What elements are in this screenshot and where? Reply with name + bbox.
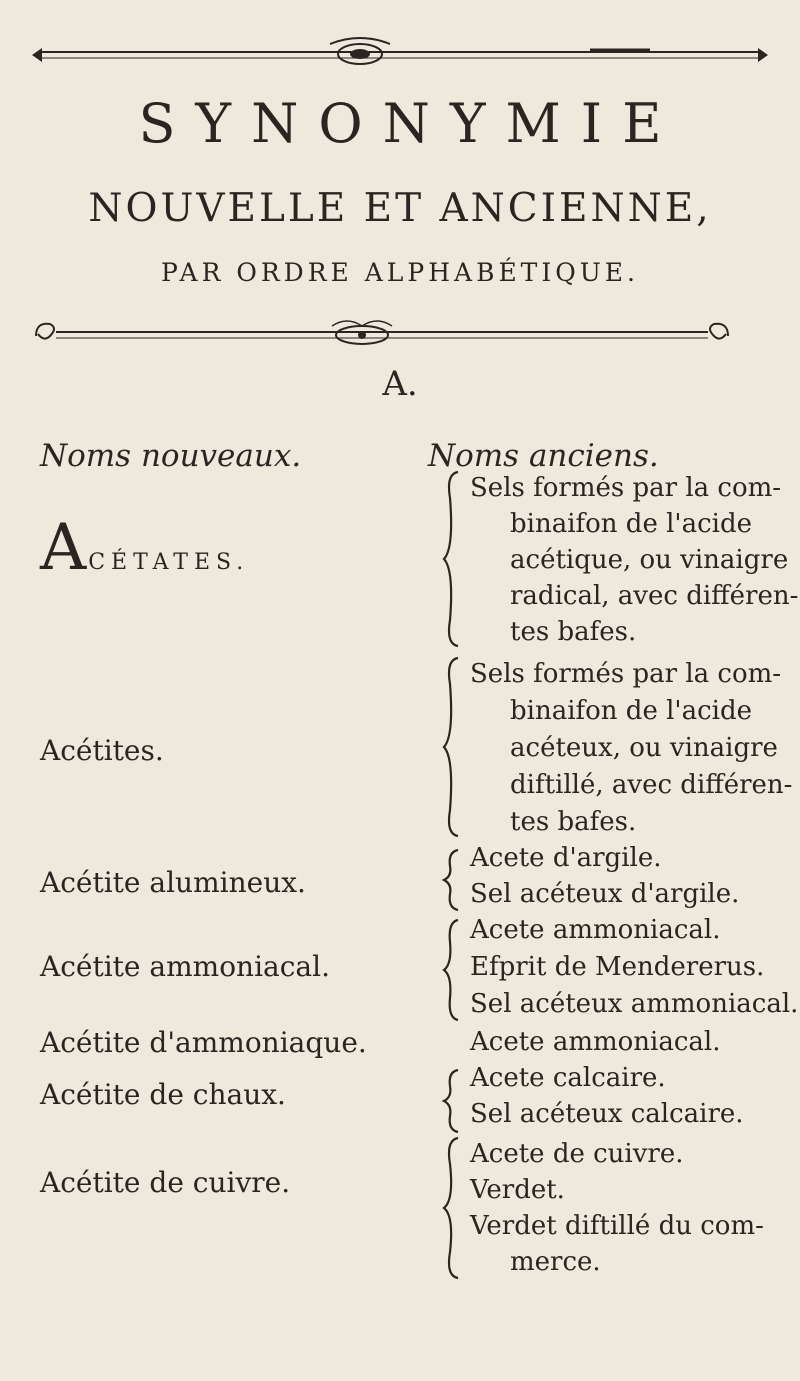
old-name-line: Sel acéteux ammoniacal. — [470, 989, 799, 1019]
old-name-line: Acete calcaire. — [470, 1063, 666, 1093]
new-name-entry: Acétite de cuivre. — [40, 1166, 291, 1199]
old-name-line: acéteux, ou vinaigre — [510, 733, 778, 763]
old-name-line: Sels formés par la com- — [470, 659, 782, 689]
brace-entry-3 — [440, 916, 464, 1024]
brace-entry-1 — [440, 654, 464, 840]
old-name-line: Sel acéteux d'argile. — [470, 879, 740, 909]
old-name-line: Acete ammoniacal. — [470, 915, 721, 945]
brace-entry-0 — [440, 468, 464, 650]
drop-initial: A — [40, 511, 87, 585]
old-name-line: binaifon de l'acide — [510, 696, 752, 726]
old-name-line: merce. — [510, 1247, 601, 1277]
old-name-line: Sels formés par la com- — [470, 473, 782, 503]
old-name-line: Verdet. — [470, 1175, 565, 1205]
old-name-line: binaifon de l'acide — [510, 509, 752, 539]
new-name-entry: Acétite d'ammoniaque. — [40, 1026, 367, 1059]
new-name-entry: Acétite de chaux. — [40, 1078, 286, 1111]
page-title: SYNONYMIE — [138, 92, 682, 155]
old-name-line: acétique, ou vinaigre — [510, 545, 789, 575]
column-heading-new-names: Noms nouveaux. — [40, 438, 302, 474]
brace-entry-5 — [440, 1066, 464, 1136]
brace-entry-6 — [440, 1134, 464, 1282]
top-ornament — [30, 36, 770, 76]
new-name-entry: Acétite ammoniacal. — [40, 950, 330, 983]
brace-entry-2 — [440, 846, 464, 914]
old-name-line: tes bafes. — [510, 807, 637, 837]
old-name-line: Acete de cuivre. — [470, 1139, 684, 1169]
new-name-entry: Acétite alumineux. — [40, 866, 306, 899]
subtitle: NOUVELLE ET ANCIENNE, — [88, 186, 712, 231]
old-name-line: tes bafes. — [510, 617, 637, 647]
order-line: PAR ORDRE ALPHABÉTIQUE. — [161, 258, 639, 287]
new-name-rest: CÉTATES. — [88, 550, 250, 575]
section-ornament — [32, 316, 732, 356]
old-name-line: radical, avec différen- — [510, 581, 799, 611]
old-name-line: Efprit de Mendererus. — [470, 952, 765, 982]
old-name-line: Sel acéteux calcaire. — [470, 1099, 744, 1129]
section-letter: A. — [382, 364, 418, 404]
new-name-entry: Acétites. — [40, 734, 164, 767]
old-name-line: Acete ammoniacal. — [470, 1027, 721, 1057]
column-heading-old-names: Noms anciens. — [428, 438, 659, 474]
old-name-line: diftillé, avec différen- — [510, 770, 793, 800]
old-name-line: Acete d'argile. — [470, 843, 662, 873]
new-name-entry — [40, 511, 250, 585]
old-name-line: Verdet diftillé du com- — [470, 1211, 764, 1241]
